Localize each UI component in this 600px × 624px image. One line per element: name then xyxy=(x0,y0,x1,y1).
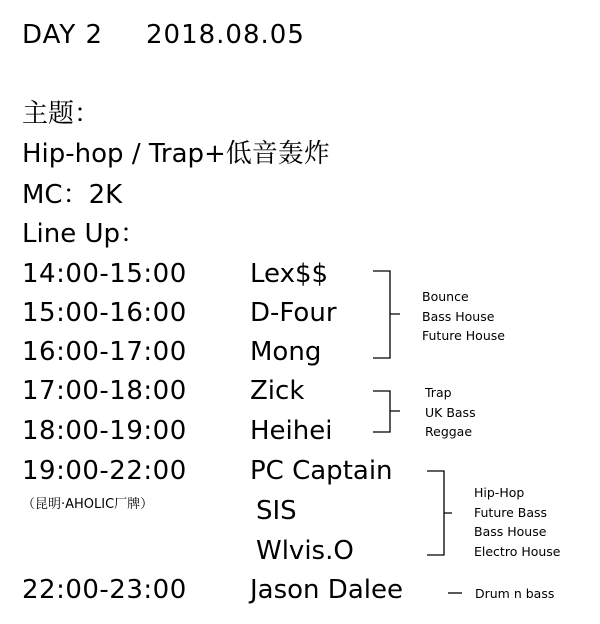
slot-time: 15:00-16:00 xyxy=(22,298,187,328)
genre-group xyxy=(474,483,561,561)
genre-label: Hip-Hop xyxy=(474,485,525,500)
genre-label: Bass House xyxy=(422,308,495,324)
slot-time: 17:00-18:00 xyxy=(22,376,187,406)
mc-line: MC：2K xyxy=(22,180,123,210)
genre-group xyxy=(475,584,554,604)
genre-label: Future House xyxy=(422,328,505,343)
artist-name: Mong xyxy=(250,337,322,367)
genre-label: Reggae xyxy=(425,424,473,439)
genre-label: Drum n bass xyxy=(475,586,555,601)
day-label: DAY 2 xyxy=(22,20,104,50)
slot-time: 19:00-22:00 xyxy=(22,456,187,486)
genre-group xyxy=(425,383,476,442)
artist-name: PC Captain xyxy=(250,456,393,486)
slot-time: 18:00-19:00 xyxy=(22,416,187,446)
artist-name: Jason Dalee xyxy=(250,575,403,605)
genre-label: Bass House xyxy=(474,524,547,539)
artist-name: Lex$$ xyxy=(250,259,329,289)
lineup-label: Line Up： xyxy=(22,219,146,249)
bracket-group-1 xyxy=(373,271,400,358)
genre-label: Future Bass xyxy=(474,504,548,520)
theme-label: 主题： xyxy=(22,99,101,129)
genre-label: Bounce xyxy=(422,289,469,304)
bracket-group-3 xyxy=(427,471,452,555)
artist-name: Wlvis.O xyxy=(256,536,354,566)
artist-name: SIS xyxy=(256,496,297,526)
slot-note: （昆明·AHOLIC厂牌） xyxy=(22,497,154,512)
artist-name: D-Four xyxy=(250,298,337,328)
artist-name: Zick xyxy=(250,376,305,406)
bracket-group-2 xyxy=(373,391,400,432)
theme-value: Hip-hop / Trap+低音轰炸 xyxy=(22,139,330,169)
artist-name: Heihei xyxy=(250,416,333,446)
event-date: 2018.08.05 xyxy=(146,20,305,50)
slot-time: 22:00-23:00 xyxy=(22,575,187,605)
slot-time: 14:00-15:00 xyxy=(22,259,187,289)
genre-label: Trap xyxy=(425,385,452,400)
slot-time: 16:00-17:00 xyxy=(22,337,187,367)
genre-group xyxy=(422,287,505,346)
genre-label: UK Bass xyxy=(425,404,476,420)
genre-label: Electro House xyxy=(474,543,561,559)
